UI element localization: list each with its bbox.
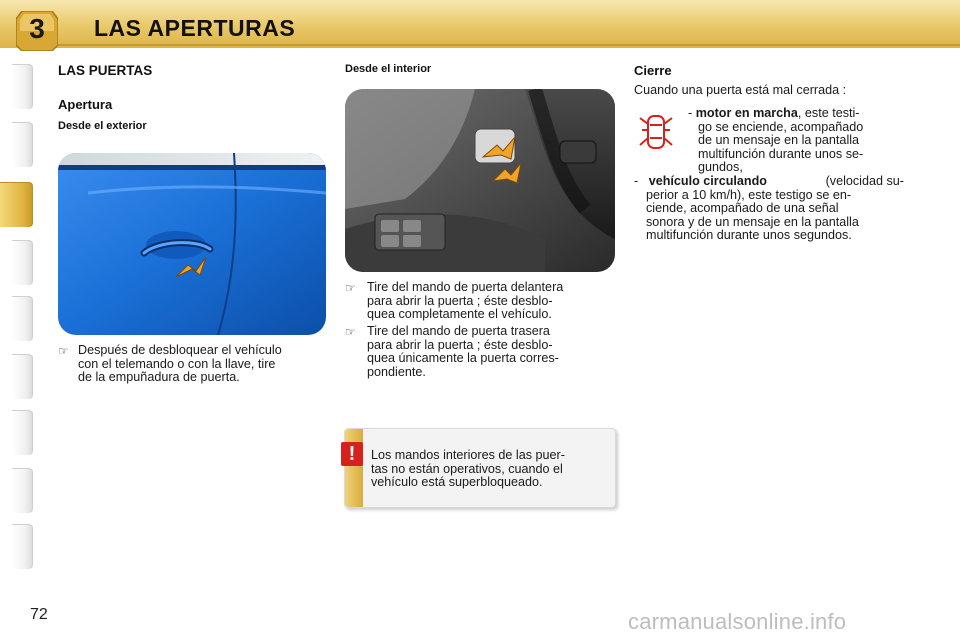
site-watermark: carmanualsonline.info: [628, 609, 847, 634]
closing-title: Cierre: [634, 63, 672, 78]
chapter-tab-2[interactable]: [12, 122, 33, 167]
bold-term: motor en marcha: [695, 106, 798, 120]
text-line: Tire del mando de puerta trasera: [367, 324, 550, 338]
pointing-hand-icon: ☞: [345, 281, 356, 295]
text-line: de la empuñadura de puerta.: [78, 370, 240, 385]
subsection-title: Apertura: [58, 97, 113, 112]
section-title: LAS PUERTAS: [58, 63, 153, 78]
text-line: [688, 107, 904, 121]
text-line: Tire del mando de puerta delantera: [367, 280, 564, 294]
chapter-tab-7[interactable]: [12, 410, 33, 455]
dash-mark: -: [688, 106, 693, 120]
interior-front-instruction: [367, 281, 615, 322]
text-line: para abrir la puerta ; éste desblo-: [367, 337, 553, 352]
engine-running-item: [688, 107, 904, 175]
chapter-tab-8[interactable]: [12, 468, 33, 513]
chapter-tab-3-active[interactable]: [0, 182, 33, 227]
text-line: perior a 10 km/h), este testigo se en-: [646, 187, 852, 202]
text-line: para abrir la puerta ; éste desblo-: [367, 293, 553, 308]
dash-mark: -: [634, 174, 639, 188]
page-title: LAS APERTURAS: [94, 15, 296, 41]
pointing-hand-icon: ☞: [345, 325, 356, 339]
text-line: [634, 175, 904, 189]
chapter-tab-4[interactable]: [12, 240, 33, 285]
warning-bar: [345, 429, 363, 507]
exterior-door-illustration: [58, 153, 326, 335]
text-line: Los mandos interiores de las puer-: [371, 448, 565, 462]
vehicle-moving-item: [634, 175, 904, 243]
exterior-instruction: [78, 344, 326, 385]
chapter-tab-9[interactable]: [12, 524, 33, 569]
chapter-tab-6[interactable]: [12, 354, 33, 399]
chapter-tab-5[interactable]: [12, 296, 33, 341]
chapter-tab-1[interactable]: [12, 64, 33, 109]
exterior-subheading: Desde el exterior: [58, 120, 147, 132]
text-line: ciende, acompañado de una señal: [646, 201, 839, 216]
pointing-hand-icon: ☞: [58, 344, 69, 358]
header-divider: [48, 44, 960, 46]
text-line: quea completamente el vehículo.: [367, 307, 552, 322]
exclamation-warning-icon: !: [341, 442, 363, 466]
text-line: con el telemando o con la llave, tire: [78, 356, 276, 371]
text-line: gundos,: [698, 160, 743, 175]
bold-term: vehículo circulando: [648, 174, 767, 188]
text-fragment: (velocidad su-: [825, 174, 904, 188]
text-line: multifunción durante unos se-: [698, 146, 864, 161]
text-line: de un mensaje en la pantalla: [698, 133, 860, 148]
closing-intro: Cuando una puerta está mal cerrada :: [634, 83, 847, 97]
text-line: multifunción durante unos segundos.: [646, 228, 852, 243]
chapter-tabs: [0, 64, 36, 576]
warning-text: [371, 449, 613, 490]
interior-subheading: Desde el interior: [345, 63, 432, 75]
warning-note: [344, 428, 616, 508]
text-fragment: , este testi-: [797, 106, 860, 120]
text-line: sonora y de un mensaje en la pantalla: [646, 214, 859, 229]
door-open-warning-icon: [636, 112, 676, 152]
interior-door-illustration: [345, 89, 615, 272]
text-line: tas no están operativos, cuando el: [371, 461, 563, 476]
text-line: quea únicamente la puerta corres-: [367, 351, 559, 366]
chapter-number: 3: [29, 13, 45, 44]
text-line: vehículo está superbloqueado.: [371, 475, 543, 490]
text-line: go se enciende, acompañado: [698, 119, 864, 134]
text-line: pondiente.: [367, 364, 426, 379]
text-line: Después de desbloquear el vehículo: [78, 343, 282, 357]
page-number: 72: [30, 606, 48, 623]
interior-rear-instruction: [367, 325, 615, 379]
